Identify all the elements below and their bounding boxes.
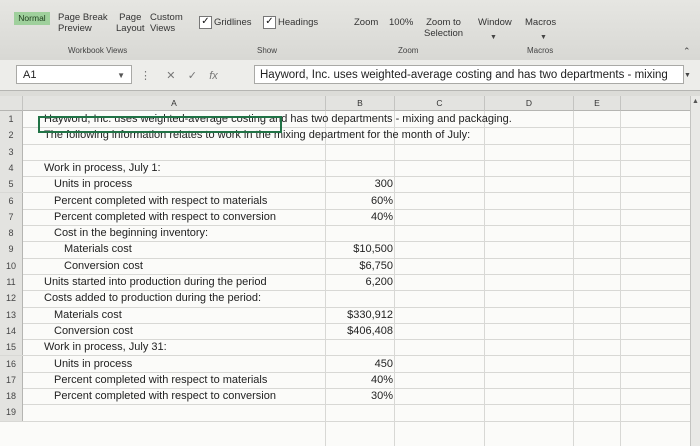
cell-b[interactable]: 450 <box>374 357 393 370</box>
cell-a[interactable]: Materials cost <box>64 243 132 256</box>
table-row[interactable] <box>0 356 690 373</box>
row-header[interactable]: 15 <box>0 339 23 355</box>
table-row[interactable] <box>0 258 690 275</box>
cell-b[interactable]: 300 <box>374 178 393 191</box>
row-header[interactable]: 9 <box>0 241 23 257</box>
show-group-label: Show <box>257 46 278 55</box>
zoom-100-button[interactable]: 100% <box>389 17 414 28</box>
table-row[interactable] <box>0 404 690 421</box>
table-row[interactable] <box>0 160 690 177</box>
table-row[interactable] <box>0 241 690 258</box>
row-header[interactable]: 11 <box>0 274 23 290</box>
column-header-c[interactable]: C <box>395 96 485 111</box>
name-box[interactable]: A1 ▼ <box>16 65 132 84</box>
row-header[interactable]: 12 <box>0 290 23 306</box>
row-header[interactable]: 6 <box>0 193 23 209</box>
page-layout-button[interactable]: Page Layout <box>116 12 145 34</box>
headings-label: Headings <box>278 17 319 28</box>
cell-a[interactable]: Units in process <box>54 178 133 191</box>
ribbon <box>0 0 700 61</box>
column-header-e[interactable]: E <box>574 96 621 111</box>
cell-b[interactable]: $10,500 <box>353 243 393 256</box>
formula-bar <box>0 60 700 91</box>
cell-a[interactable]: Work in process, July 1: <box>44 161 161 174</box>
column-header-b[interactable]: B <box>326 96 395 111</box>
normal-view-button[interactable]: Normal <box>14 12 50 25</box>
macros-button[interactable]: Macros <box>525 17 557 28</box>
cell-b[interactable]: $6,750 <box>359 259 393 272</box>
table-row[interactable] <box>0 339 690 356</box>
vertical-scrollbar[interactable] <box>690 96 700 446</box>
row-header[interactable]: 10 <box>0 258 23 274</box>
chevron-down-icon[interactable]: ▼ <box>117 71 125 80</box>
scroll-up-icon[interactable]: ▲ <box>692 98 699 105</box>
fx-icon[interactable]: fx <box>209 70 218 82</box>
cancel-icon[interactable]: ✕ <box>166 70 176 82</box>
cell-a[interactable]: The following information relates to work in the mixing department for the month of July: <box>44 129 471 142</box>
cell-a[interactable]: Percent completed with respect to conversion <box>54 210 276 223</box>
active-cell-border <box>38 116 282 133</box>
row-header[interactable]: 5 <box>0 176 23 192</box>
table-row[interactable] <box>0 307 690 324</box>
cell-a[interactable]: Costs added to production during the period: <box>44 292 262 305</box>
column-header-d[interactable]: D <box>485 96 574 111</box>
cell-a[interactable]: Materials cost <box>54 308 122 321</box>
expand-formula-icon[interactable]: ▼ <box>684 72 691 79</box>
gridlines-label: Gridlines <box>214 17 252 28</box>
row-header[interactable]: 2 <box>0 127 23 143</box>
table-row[interactable] <box>0 388 690 405</box>
row-header[interactable]: 18 <box>0 388 23 404</box>
table-row[interactable] <box>0 290 690 307</box>
table-row[interactable] <box>0 176 690 193</box>
cell-a[interactable]: Work in process, July 31: <box>44 341 167 354</box>
spreadsheet-grid[interactable] <box>0 111 690 446</box>
cell-a[interactable]: Cost in the beginning inventory: <box>54 227 209 240</box>
window-dropdown-icon[interactable]: ▼ <box>490 34 497 41</box>
gridlines-checkbox[interactable]: ✓ <box>199 16 212 29</box>
page-break-preview-button[interactable]: Page Break Preview <box>58 12 108 34</box>
cell-a[interactable]: Units started into production during the period <box>44 276 267 288</box>
cell-b[interactable]: 40% <box>370 210 393 223</box>
table-row[interactable] <box>0 225 690 242</box>
row-header[interactable]: 7 <box>0 209 23 225</box>
cell-b[interactable]: $330,912 <box>347 308 393 321</box>
cell-b[interactable]: $406,408 <box>347 324 393 337</box>
collapse-ribbon-icon[interactable]: ⌃ <box>683 46 691 56</box>
cell-a[interactable]: Percent completed with respect to conversion <box>54 390 276 403</box>
row-header[interactable]: 14 <box>0 323 23 339</box>
zoom-group-label: Zoom <box>398 46 419 55</box>
row-header[interactable]: 1 <box>0 111 23 127</box>
headings-checkbox[interactable]: ✓ <box>263 16 276 29</box>
macros-dropdown-icon[interactable]: ▼ <box>540 34 547 41</box>
table-row[interactable] <box>0 274 690 291</box>
row-header[interactable]: 19 <box>0 404 23 420</box>
cell-a[interactable]: Percent completed with respect to materials <box>54 373 268 386</box>
cell-b[interactable]: 6,200 <box>365 276 393 288</box>
zoom-to-selection-button[interactable]: Zoom to Selection <box>424 17 464 39</box>
cell-a[interactable]: Units in process <box>54 357 133 370</box>
table-row[interactable] <box>0 323 690 340</box>
macros-group-label: Macros <box>527 46 554 55</box>
table-row[interactable] <box>0 144 690 161</box>
row-header[interactable]: 13 <box>0 307 23 323</box>
cell-b[interactable]: 30% <box>370 390 393 403</box>
cell-b[interactable]: 60% <box>370 194 393 207</box>
column-header-f[interactable] <box>621 96 691 111</box>
cell-a[interactable]: Conversion cost <box>64 259 143 272</box>
row-header[interactable]: 17 <box>0 372 23 388</box>
more-options-icon[interactable]: ⋮ <box>140 70 151 82</box>
confirm-icon[interactable]: ✓ <box>187 70 197 82</box>
row-header[interactable]: 3 <box>0 144 23 160</box>
formula-input[interactable]: Hayword, Inc. uses weighted-average costing and has two departments - mixing <box>254 65 684 84</box>
cell-a[interactable]: Percent completed with respect to materials <box>54 194 268 207</box>
table-row[interactable] <box>0 209 690 226</box>
table-row[interactable] <box>0 372 690 389</box>
row-header[interactable]: 16 <box>0 356 23 372</box>
column-header-a[interactable]: A <box>23 96 326 111</box>
custom-views-button[interactable]: Custom Views <box>150 12 183 34</box>
select-all-corner[interactable] <box>0 96 23 111</box>
workbook-views-group-label: Workbook Views <box>68 46 128 55</box>
cell-b[interactable]: 40% <box>370 373 393 386</box>
formula-bar-controls <box>140 69 218 82</box>
cell-a[interactable]: Conversion cost <box>54 324 133 337</box>
window-button[interactable]: Window <box>478 17 512 28</box>
zoom-button[interactable]: Zoom <box>354 17 379 28</box>
table-row[interactable] <box>0 193 690 210</box>
row-header[interactable]: 4 <box>0 160 23 176</box>
cell-a[interactable]: Hayword, Inc. uses weighted-average costing and has two departments - mixing and packaging. <box>44 113 512 125</box>
row-header[interactable]: 8 <box>0 225 23 241</box>
